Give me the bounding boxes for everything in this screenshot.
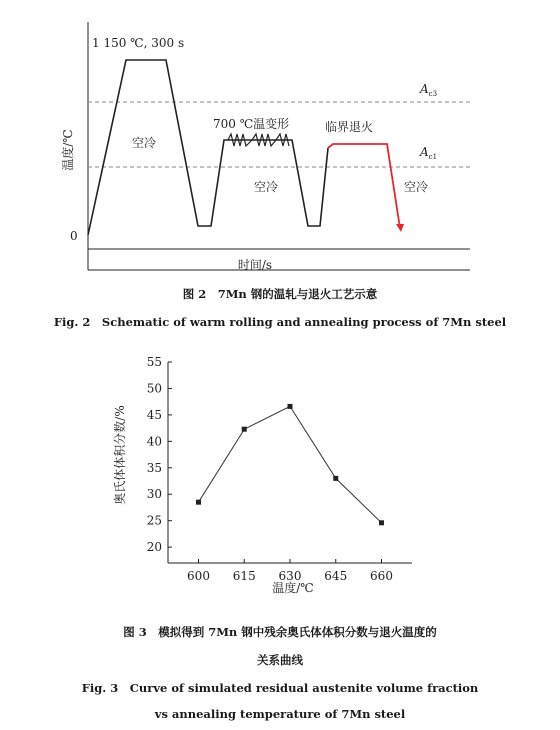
annealing-curve <box>328 144 400 228</box>
fig2-caption-en: Fig. 2 Schematic of warm rolling and annealing process of 7Mn steel <box>53 315 507 329</box>
fig2-schematic <box>0 0 560 300</box>
fig3-chart <box>0 340 560 610</box>
x-tick-label: 660 <box>370 569 393 583</box>
fig3-caption-cn-1: 图 3 模拟得到 7Mn 钢中残余奥氏体体积分数与退火温度的 <box>123 625 437 639</box>
fig3-ylabel: 奥氏体体积分数/% <box>113 405 127 505</box>
air-cool-3: 空冷 <box>404 180 429 194</box>
ac3-label: $A_{c3}$ <box>420 82 438 98</box>
annealing-arrow <box>396 224 404 232</box>
ann-hold: 1 150 ℃, 300 s <box>92 36 185 50</box>
process-curve <box>88 60 328 235</box>
fig3-xlabel: 温度/℃ <box>272 581 314 595</box>
fig2-caption-cn: 图 2 7Mn 钢的温轧与退火工艺示意 <box>182 287 378 301</box>
x-tick-label: 615 <box>232 569 256 583</box>
data-point <box>379 520 384 525</box>
x-tick-label: 645 <box>324 569 348 583</box>
x-tick-label: 600 <box>187 569 210 583</box>
y-tick-label: 55 <box>146 355 162 369</box>
fig3-caption-en-1: Fig. 3 Curve of simulated residual austenite volume fraction <box>81 681 479 695</box>
y-tick-label: 40 <box>146 434 162 449</box>
fig2-xlabel: 时间/s <box>237 258 273 272</box>
ac1-label: $A_{c1}$ <box>420 145 438 161</box>
air-cool-2: 空冷 <box>254 180 279 194</box>
y-tick-label: 25 <box>146 513 162 528</box>
data-point <box>196 500 201 505</box>
ann-critical: 临界退火 <box>325 120 374 134</box>
data-point <box>242 427 247 432</box>
ann-warm: 700 ℃温变形 <box>213 117 290 131</box>
fig3-caption-en-2: vs annealing temperature of 7Mn steel <box>154 707 406 721</box>
y-tick-label: 20 <box>146 540 162 555</box>
y-tick-label: 35 <box>146 460 162 475</box>
air-cool-1: 空冷 <box>132 136 157 150</box>
x-tick-label: 630 <box>278 569 302 583</box>
fig3-caption-cn-2: 关系曲线 <box>257 653 303 667</box>
series-line <box>199 406 382 522</box>
y-tick-label: 30 <box>146 487 162 502</box>
fig2-ylabel: 温度/℃ <box>61 129 75 171</box>
y-tick-label: 50 <box>146 381 162 396</box>
fig2-origin: 0 <box>70 229 78 243</box>
data-point <box>288 404 293 409</box>
y-tick-label: 45 <box>146 407 162 422</box>
data-point <box>333 476 338 481</box>
